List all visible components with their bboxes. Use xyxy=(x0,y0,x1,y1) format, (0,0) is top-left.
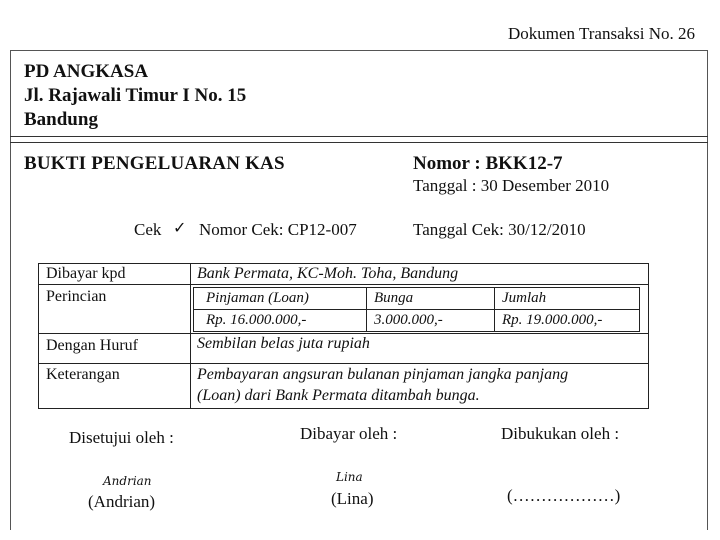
detail-header-interest: Bunga xyxy=(374,290,414,306)
voucher-number: Nomor : BKK12-7 xyxy=(413,153,563,174)
checkmark-icon: ✓ xyxy=(173,220,187,237)
notes-line-1: Pembayaran angsuran bulanan pinjaman jangka panjang xyxy=(197,366,569,383)
company-name: PD ANGKASA xyxy=(24,61,149,82)
approved-signature: Andrian xyxy=(103,474,152,488)
paid-by-label: Dibayar oleh : xyxy=(300,424,398,443)
notes-label: Keterangan xyxy=(46,366,120,383)
subtable-column-divider xyxy=(494,288,495,331)
approved-name: (Andrian) xyxy=(88,492,156,511)
company-city: Bandung xyxy=(24,109,98,130)
detail-value-total: Rp. 19.000.000,- xyxy=(502,312,603,328)
paid-name: (Lina) xyxy=(331,489,374,508)
paid-signature: Lina xyxy=(336,470,363,484)
words-value: Sembilan belas juta rupiah xyxy=(197,335,370,352)
paid-to-value: Bank Permata, KC-Moh. Toha, Bandung xyxy=(197,265,459,282)
detail-value-interest: 3.000.000,- xyxy=(374,312,443,328)
header-divider xyxy=(10,136,708,137)
voucher-date: Tanggal : 30 Desember 2010 xyxy=(413,176,610,195)
subtable-column-divider xyxy=(366,288,367,331)
cek-date: Tanggal Cek: 30/12/2010 xyxy=(413,220,586,239)
subtable-row-divider xyxy=(194,309,639,310)
detail-subtable xyxy=(193,287,640,332)
paid-to-label: Dibayar kpd xyxy=(46,265,126,282)
detail-header-loan: Pinjaman (Loan) xyxy=(206,290,309,306)
table-column-divider xyxy=(190,264,191,408)
booked-name: (………………) xyxy=(507,486,621,505)
detail-header-total: Jumlah xyxy=(502,290,547,306)
approved-by-label: Disetujui oleh : xyxy=(69,428,174,447)
detail-value-loan: Rp. 16.000.000,- xyxy=(206,312,307,328)
notes-line-2: (Loan) dari Bank Permata ditambah bunga. xyxy=(197,387,480,404)
cek-number: Nomor Cek: CP12-007 xyxy=(199,220,357,239)
booked-by-label: Dibukukan oleh : xyxy=(501,424,620,443)
document-number: Dokumen Transaksi No. 26 xyxy=(508,24,696,43)
table-row-divider xyxy=(39,284,648,285)
table-row-divider xyxy=(39,363,648,364)
words-label: Dengan Huruf xyxy=(46,337,138,354)
table-row-divider xyxy=(39,333,648,334)
voucher-title: BUKTI PENGELUARAN KAS xyxy=(24,153,285,174)
cek-label: Cek xyxy=(134,220,162,239)
voucher-table xyxy=(38,263,649,409)
detail-label: Perincian xyxy=(46,288,107,305)
header-divider-double xyxy=(10,142,708,143)
company-address: Jl. Rajawali Timur I No. 15 xyxy=(24,85,247,106)
